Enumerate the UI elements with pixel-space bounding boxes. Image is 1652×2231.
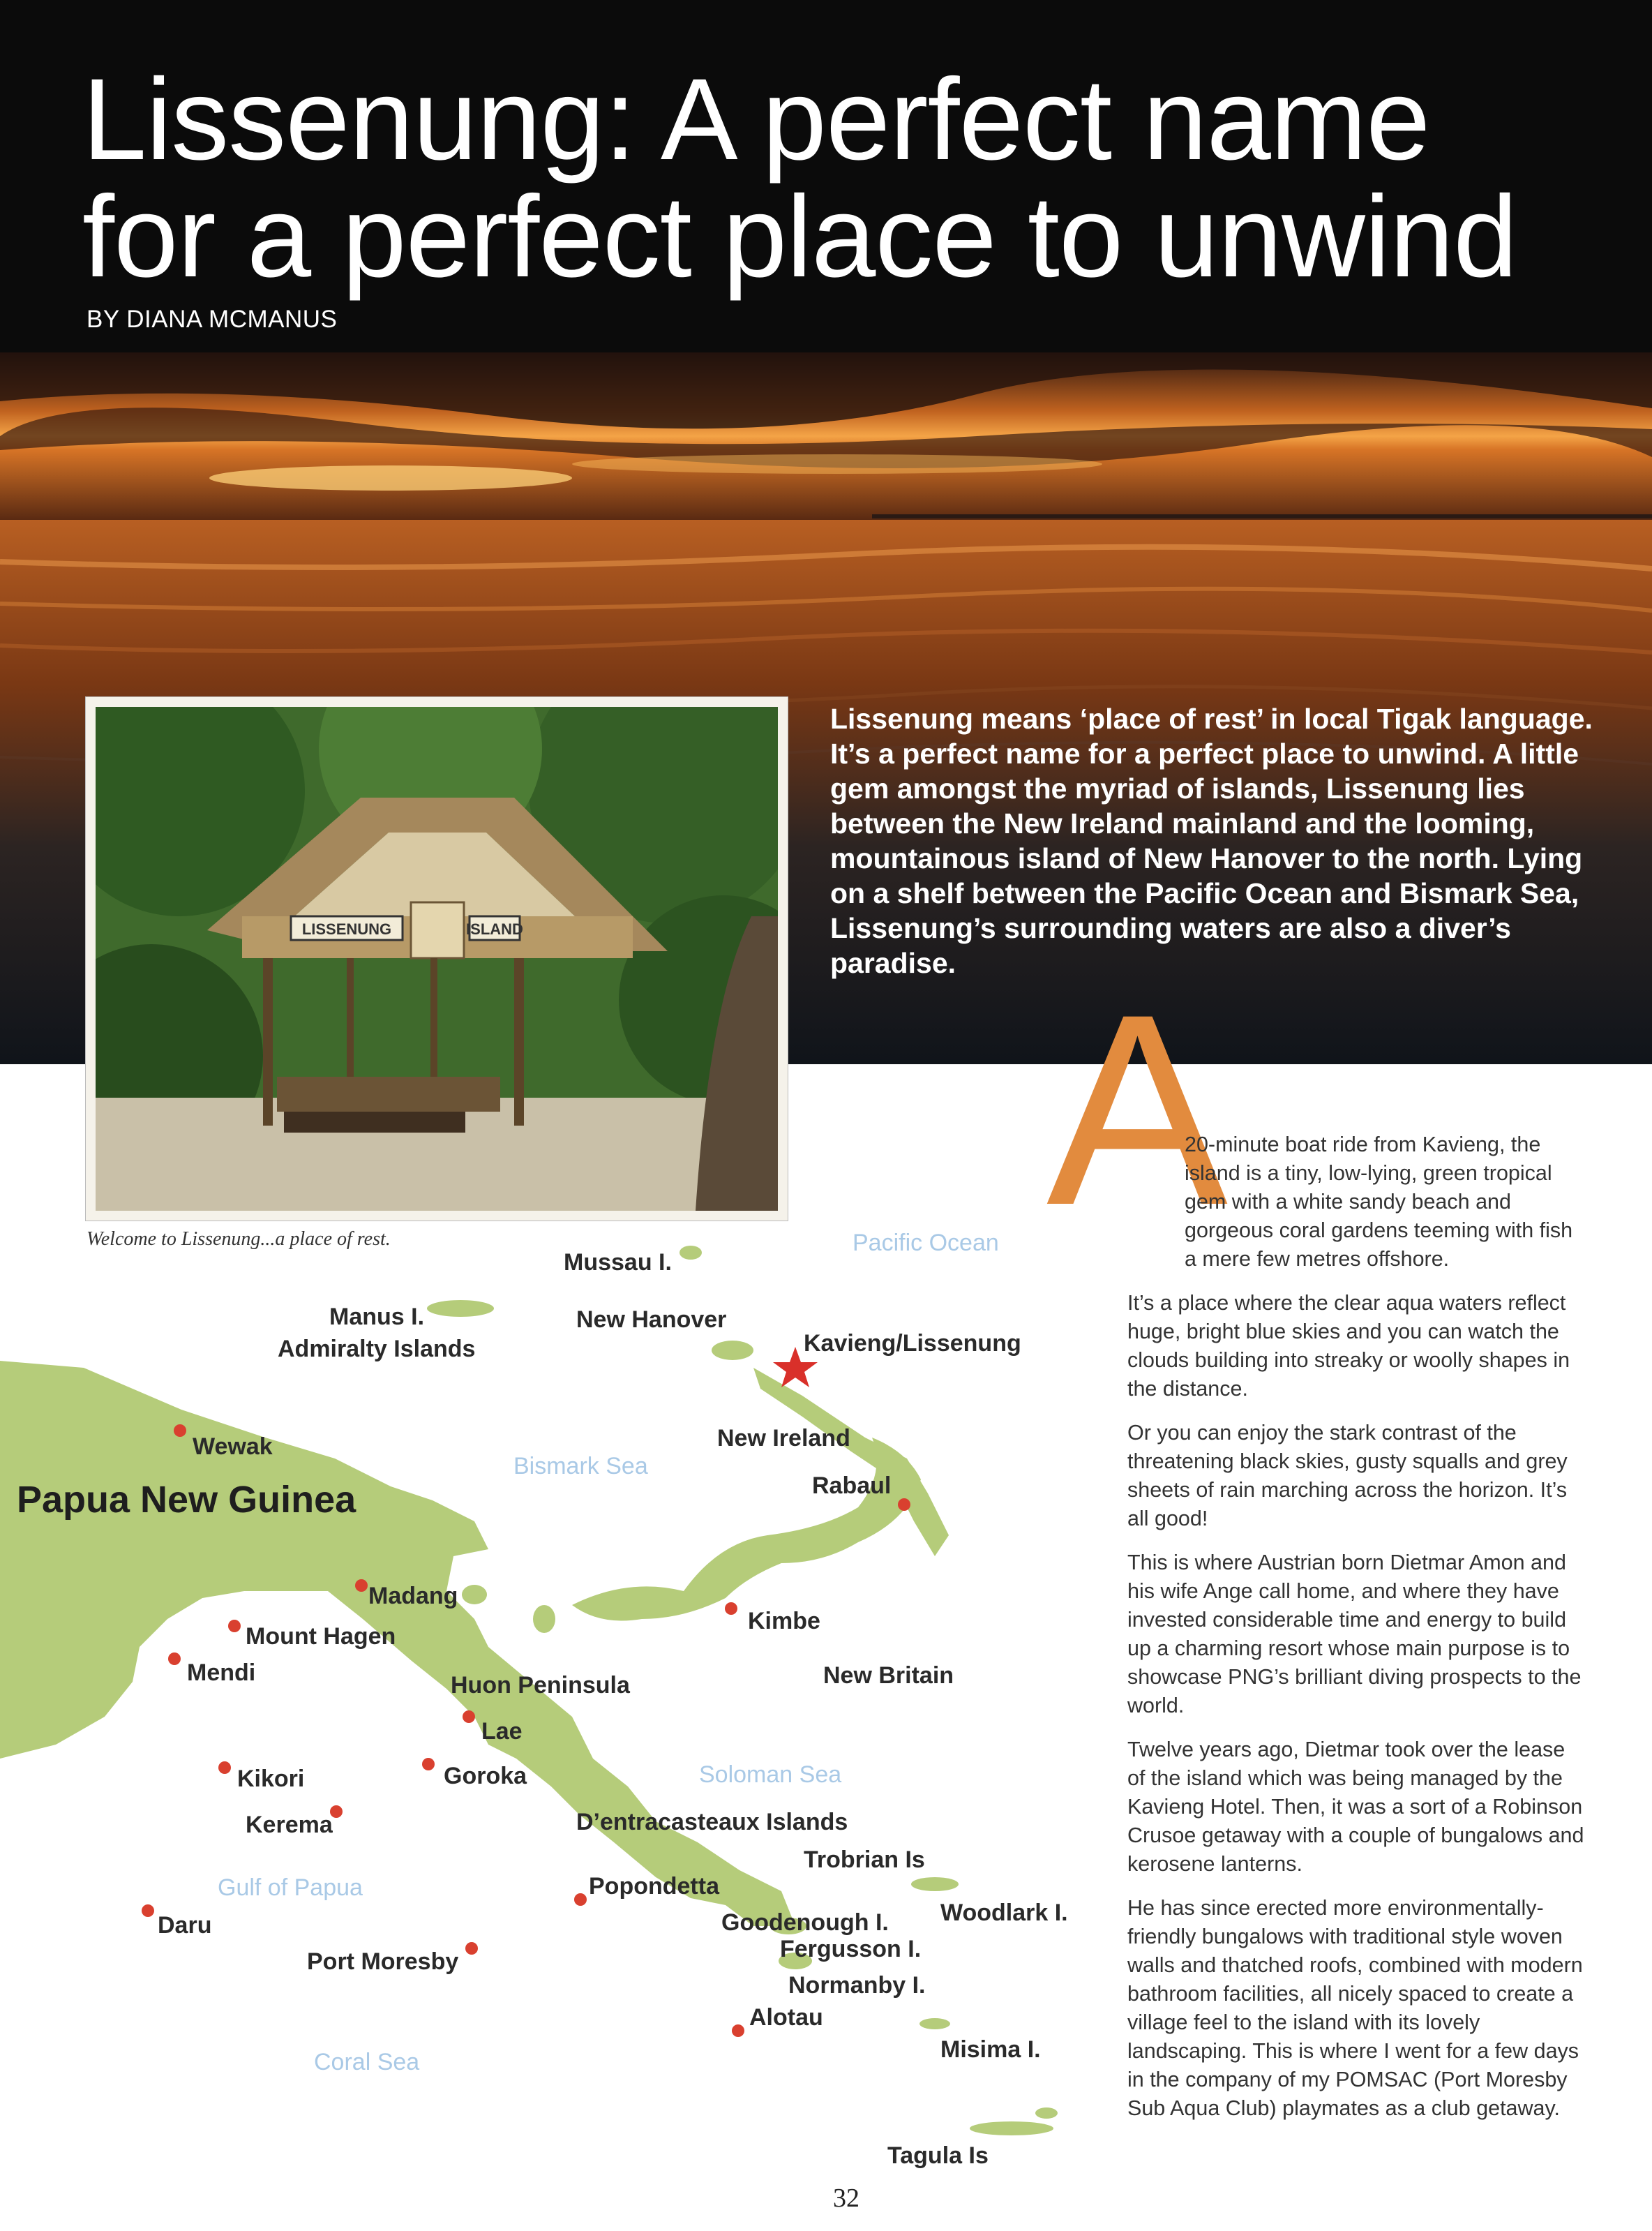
png-map [0, 1228, 1116, 2228]
sea-label-soloman: Soloman Sea [699, 1761, 842, 1788]
page-number: 32 [833, 2184, 859, 2213]
paragraph-2: It’s a place where the clear aqua waters reflect huge, bright blue skies and you can watch the clouds building into streaky or woolly shapes in the distance. [1127, 1291, 1570, 1401]
place-daru: Daru [158, 1912, 212, 1939]
paragraph-6: He has since erected more environmentally-friendly bungalows with traditional style woven walls and thatched roofs, combined with modern bathroom facilities, all nicely spaced to create a village feel to the island with its lovely landscaping. This is where I went for a few days in the company of my POMSAC (Port Moresby Sub Aqua Club) playmates as a club getaway. [1127, 1896, 1583, 2120]
place-popondetta: Popondetta [589, 1873, 719, 1900]
place-kerema: Kerema [246, 1812, 333, 1838]
place-normanby: Normanby I. [788, 1972, 926, 1999]
place-admiralty: Admiralty Islands [278, 1336, 476, 1362]
article-title [82, 55, 1517, 301]
hut-illustration [96, 707, 778, 1211]
place-port-moresby: Port Moresby [307, 1948, 459, 1975]
map-shapes [0, 1228, 1116, 2228]
paragraph-5: Twelve years ago, Dietmar took over the lease of the island which was being managed by the Kavieng Hotel. Then, it was a sort of a Robinson Crusoe getaway with a couple of bungalows and kerosene lanterns. [1127, 1738, 1584, 1876]
place-new-hanover: New Hanover [576, 1306, 727, 1333]
intro-paragraph: Lissenung means ‘place of rest’ in local Tigak language. It’s a perfect name for a perfect place to unwind. A little gem amongst the myriad of islands, Lissenung lies between the New Ireland mainland and the looming, mountainous island of New Hanover to the north. Lying on a shelf between the Pacific Ocean and Bismark Sea, Lissenung’s surrounding waters are also a diver’s paradise. [830, 703, 1593, 979]
place-kimbe: Kimbe [748, 1608, 820, 1634]
place-mount-hagen: Mount Hagen [246, 1623, 396, 1650]
place-lae: Lae [481, 1718, 523, 1745]
place-goroka: Goroka [444, 1763, 527, 1789]
place-kikori: Kikori [237, 1766, 305, 1792]
place-woodlark: Woodlark I. [940, 1900, 1068, 1926]
photo-caption: Welcome to Lissenung...a place of rest. [87, 1228, 391, 1250]
title-line-2: for a perfect place to unwind [82, 172, 1517, 301]
country-label: Papua New Guinea [17, 1479, 356, 1521]
sea-label-bismark: Bismark Sea [513, 1453, 648, 1479]
place-mussau: Mussau I. [564, 1249, 672, 1276]
article-body [1127, 1131, 1588, 2138]
sea-label-gulf: Gulf of Papua [218, 1874, 363, 1901]
place-new-ireland: New Ireland [717, 1425, 850, 1452]
place-alotau: Alotau [749, 2004, 823, 2031]
title-line-1: Lissenung: A perfect name [82, 55, 1430, 184]
paragraph-4: This is where Austrian born Dietmar Amon and his wife Ange call home, and where they have invested considerable time and energy to build up a charming resort whose main purpose is to showcase PNG’s brilliant diving prospects to the world. [1127, 1551, 1582, 1717]
lissenung-photo [85, 696, 788, 1221]
place-misima: Misima I. [940, 2036, 1041, 2063]
place-kavieng: Kavieng/Lissenung [804, 1330, 1021, 1357]
place-dentrecasteaux: D’entracasteaux Islands [576, 1809, 848, 1835]
place-tagula: Tagula Is [887, 2142, 989, 2169]
place-huon: Huon Peninsula [451, 1672, 630, 1699]
place-rabaul: Rabaul [812, 1472, 892, 1499]
paragraph-3: Or you can enjoy the stark contrast of the threatening black skies, gusty squalls and grey sheets of rain marching across the horizon. It’s all good! [1127, 1421, 1568, 1530]
byline: BY DIANA MCMANUS [87, 306, 338, 333]
sign-island: ISLAND [466, 920, 523, 938]
place-mendi: Mendi [187, 1659, 256, 1686]
place-goodenough: Goodenough I. [721, 1909, 889, 1936]
place-manus: Manus I. [329, 1304, 425, 1330]
place-trobrian: Trobrian Is [804, 1846, 925, 1873]
sign-lissenung: LISSENUNG [301, 920, 392, 938]
place-wewak: Wewak [193, 1433, 273, 1460]
sea-label-coral: Coral Sea [314, 2049, 420, 2075]
place-madang: Madang [368, 1583, 458, 1609]
sea-label-pacific: Pacific Ocean [853, 1230, 999, 1256]
place-fergusson: Fergusson I. [780, 1936, 922, 1962]
paragraph-1: 20-minute boat ride from Kavieng, the island is a tiny, low-lying, green tropical gem with a white sandy beach and gorgeous coral gardens teeming with fish a mere few metres offshore. [1185, 1133, 1573, 1271]
place-new-britain: New Britain [823, 1662, 954, 1689]
drop-cap: A [1046, 957, 1229, 1262]
